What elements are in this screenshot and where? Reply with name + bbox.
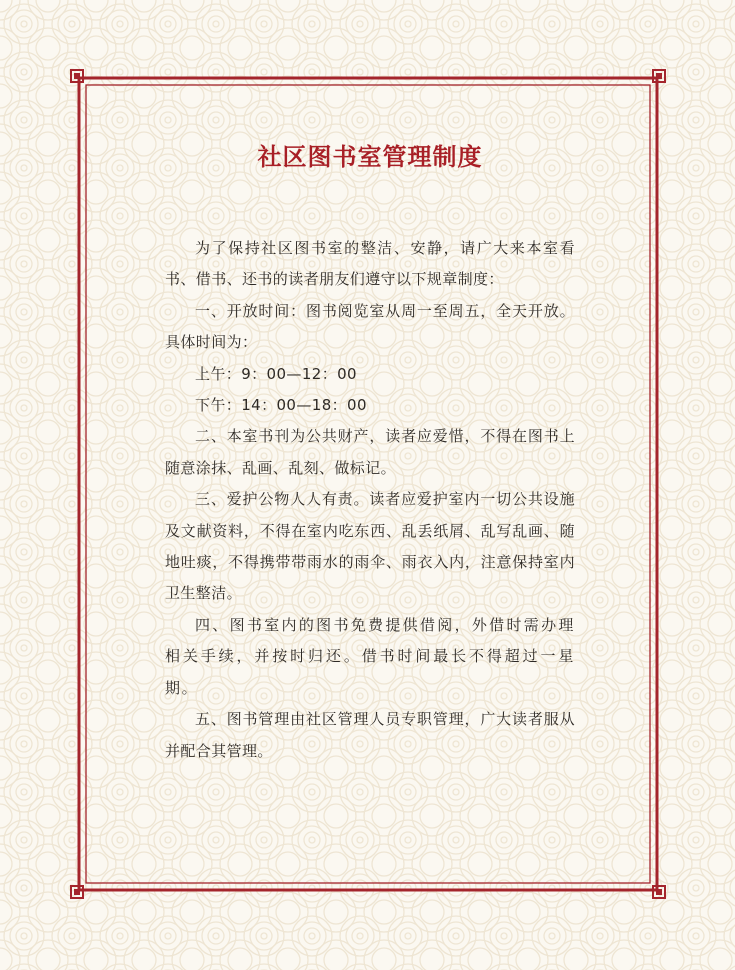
rule-protect-facilities: 三、爱护公物人人有责。读者应爱护室内一切公共设施及文献资料，不得在室内吃东西、乱丢纸屑、乱写乱画、随地吐痰，不得携带带雨水的雨伞、雨衣入内，注意保持室内卫生整洁。 [165, 490, 575, 603]
afternoon-hours: 下午：14：00—18：00 [195, 396, 367, 415]
document-title: 社区图书室管理制度 [257, 143, 483, 171]
intro-paragraph: 为了保持社区图书室的整洁、安静，请广大来本室看书、借书、还书的读者朋友们遵守以下规章制度： [165, 239, 575, 289]
rule-public-property: 二、本室书刊为公共财产，读者应爱惜，不得在图书上随意涂抹、乱画、乱刻、做标记。 [165, 427, 575, 477]
document-body [165, 233, 575, 767]
rule-management: 五、图书管理由社区管理人员专职管理，广大读者服从并配合其管理。 [165, 710, 575, 760]
rule-borrowing: 四、图书室内的图书免费提供借阅，外借时需办理相关手续，并按时归还。借书时间最长不得超过一星期。 [165, 615, 575, 697]
morning-hours: 上午：9：00—12：00 [195, 364, 358, 383]
rule-opening-hours: 一、开放时间：图书阅览室从周一至周五，全天开放。具体时间为： [165, 301, 575, 352]
